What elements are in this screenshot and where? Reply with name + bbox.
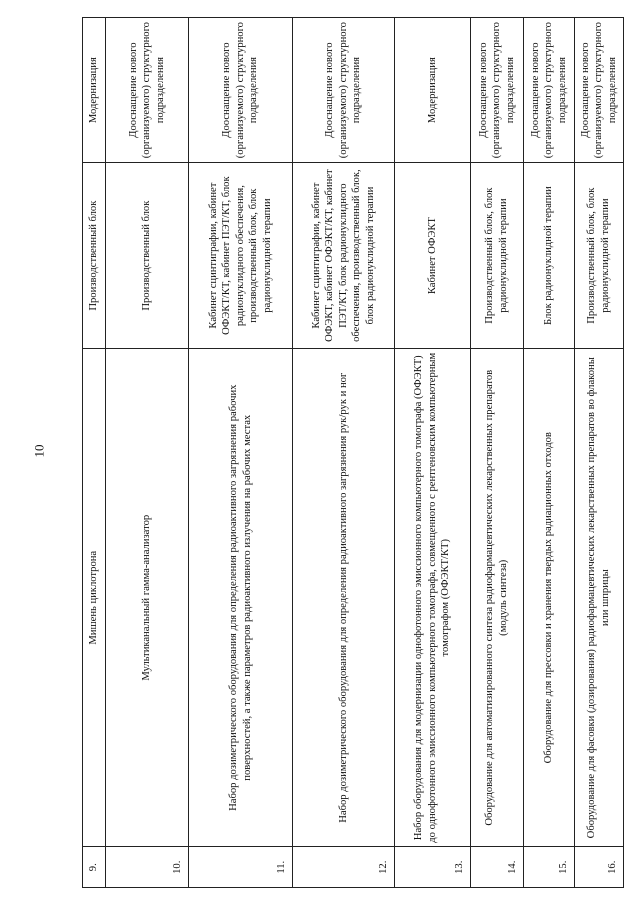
page-number: 10 bbox=[31, 444, 47, 458]
table-header-row bbox=[83, 18, 106, 888]
equipment-type: Дооснащение нового (организуемого) структурного подразделения bbox=[471, 18, 524, 163]
equipment-place: Производственный блок, блок радионуклидной терапии bbox=[575, 163, 624, 349]
row-number: 15. bbox=[524, 847, 575, 888]
header-cell-num: 9. bbox=[83, 847, 106, 888]
equipment-type: Модернизация bbox=[395, 18, 471, 163]
equipment-type: Дооснащение нового (организуемого) структурного подразделения bbox=[106, 18, 189, 163]
table-row bbox=[189, 18, 293, 888]
equipment-name: Оборудование для прессовки и хранения твердых радиационных отходов bbox=[524, 349, 575, 847]
equipment-place: Производственный блок, блок радионуклидной терапии bbox=[471, 163, 524, 349]
equipment-place: Кабинет сцинтиграфии, кабинет ОФЭКТ/КТ, кабинет ПЭТ/КТ, блок радионуклидного обеспечения, производственный блок, блок радионуклидной терапии bbox=[189, 163, 293, 349]
header-cell-name: Мишень циклотрона bbox=[83, 349, 106, 847]
equipment-name: Оборудование для фасовки (дозирования) радиофармацевтических лекарственных препаратов во флаконы или шприцы bbox=[575, 349, 624, 847]
equipment-place: Кабинет ОФЭКТ bbox=[395, 163, 471, 349]
table-row bbox=[293, 18, 395, 888]
row-number: 10. bbox=[106, 847, 189, 888]
header-cell-type: Модернизация bbox=[83, 18, 106, 163]
rotated-table-container bbox=[82, 17, 619, 888]
equipment-type: Дооснащение нового (организуемого) структурного подразделения bbox=[293, 18, 395, 163]
equipment-type: Дооснащение нового (организуемого) структурного подразделения bbox=[189, 18, 293, 163]
row-number: 13. bbox=[395, 847, 471, 888]
header-cell-place: Производственный блок bbox=[83, 163, 106, 349]
equipment-name: Набор дозиметрического оборудования для определения радиоактивного загрязнения рабочих поверхностей, а также параметров радиоактивного излучения на рабочих местах bbox=[189, 349, 293, 847]
equipment-name: Оборудование для автоматизированного синтеза радиофармацевтических лекарственных препаратов (модуль синтеза) bbox=[471, 349, 524, 847]
equipment-place: Производственный блок bbox=[106, 163, 189, 349]
table-row bbox=[395, 18, 471, 888]
equipment-place: Блок радионуклидной терапии bbox=[524, 163, 575, 349]
row-number: 12. bbox=[293, 847, 395, 888]
equipment-name: Набор дозиметрического оборудования для определения радиоактивного загрязнения рук/рук и ног bbox=[293, 349, 395, 847]
table-row bbox=[471, 18, 524, 888]
row-number: 14. bbox=[471, 847, 524, 888]
equipment-table bbox=[82, 17, 624, 888]
equipment-name: Мультиканальный гамма-анализатор bbox=[106, 349, 189, 847]
equipment-name: Набор оборудования для модернизации однофотонного эмиссионного компьютерного томографа (ОФЭКТ) до однофотонного эмиссионного компьютерного томографа, совмещенного с рентгеновским компьютерным томографом (ОФЭКТ/КТ) bbox=[395, 349, 471, 847]
row-number: 16. bbox=[575, 847, 624, 888]
equipment-type: Дооснащение нового (организуемого) структурного подразделения bbox=[575, 18, 624, 163]
equipment-type: Дооснащение нового (организуемого) структурного подразделения bbox=[524, 18, 575, 163]
row-number: 11. bbox=[189, 847, 293, 888]
table-row bbox=[106, 18, 189, 888]
table-row bbox=[524, 18, 575, 888]
equipment-place: Кабинет сцинтиграфии, кабинет ОФЭКТ, кабинет ОФЭКТ/КТ, кабинет ПЭТ/КТ, блок радионуклидного обеспечения, производственный блок, блок радионуклидной терапии bbox=[293, 163, 395, 349]
table-row bbox=[575, 18, 624, 888]
